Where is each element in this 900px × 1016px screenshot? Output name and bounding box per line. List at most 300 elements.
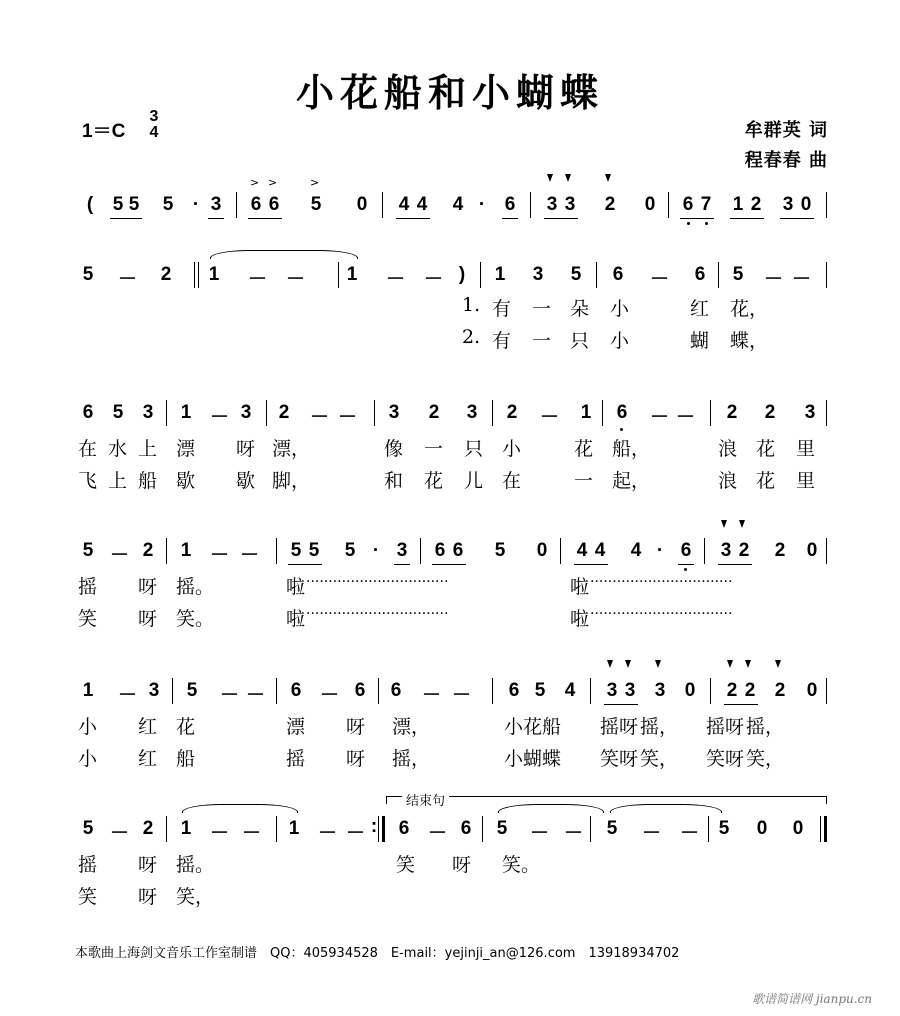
lyric: 蝶， bbox=[730, 330, 769, 352]
note: 5 bbox=[82, 264, 94, 285]
bar-line bbox=[276, 678, 277, 704]
lyric: 红 bbox=[690, 298, 710, 320]
lyric: 水 bbox=[108, 438, 128, 460]
dotted-continuation: ································ bbox=[590, 574, 733, 590]
bar-line bbox=[602, 400, 603, 426]
underline bbox=[288, 564, 322, 565]
note: 5 bbox=[112, 402, 124, 423]
bar-line bbox=[166, 400, 167, 426]
coda-bracket-left bbox=[386, 796, 387, 804]
note: 2 bbox=[726, 402, 738, 423]
note: ) bbox=[458, 264, 466, 285]
note: 6 bbox=[354, 680, 366, 701]
note: 3 bbox=[804, 402, 816, 423]
note: ( bbox=[86, 194, 94, 215]
note: 5 bbox=[310, 194, 322, 215]
note: 6 bbox=[82, 402, 94, 423]
note: 1 bbox=[580, 402, 592, 423]
dotted-continuation: ································ bbox=[306, 606, 449, 622]
coda-label: 结束句 bbox=[402, 790, 449, 809]
bar-line bbox=[596, 262, 597, 288]
note: 3 bbox=[532, 264, 544, 285]
lyric: 起， bbox=[612, 470, 651, 492]
note: 3 bbox=[210, 194, 222, 215]
lyric: 歇 bbox=[176, 470, 196, 492]
lyric: 笑， bbox=[640, 748, 679, 770]
note: 6 bbox=[460, 818, 472, 839]
lyric: 笑 bbox=[78, 608, 98, 630]
note: 3 bbox=[466, 402, 478, 423]
bar-line bbox=[198, 262, 199, 288]
note: 5 bbox=[732, 264, 744, 285]
score-row-4 bbox=[70, 532, 840, 572]
note: 6 bbox=[452, 540, 464, 561]
note: 2 bbox=[278, 402, 290, 423]
note: 0 bbox=[806, 540, 818, 561]
note: － bbox=[240, 545, 260, 566]
note: 3 bbox=[782, 194, 794, 215]
note: 1 bbox=[346, 264, 358, 285]
note: 3 bbox=[388, 402, 400, 423]
lyric: 摇。 bbox=[176, 576, 215, 598]
bar-line bbox=[826, 262, 827, 288]
bar-line bbox=[826, 678, 827, 704]
note: 5 bbox=[534, 680, 546, 701]
note: － bbox=[320, 685, 340, 706]
lyric: 蝴 bbox=[690, 330, 710, 352]
lyric: 小 bbox=[610, 298, 630, 320]
note: 5 bbox=[290, 540, 302, 561]
lyric: 啦 bbox=[570, 608, 590, 630]
lyric: 浪 bbox=[718, 470, 738, 492]
note: 0 bbox=[792, 818, 804, 839]
lyric: 呀 bbox=[346, 716, 366, 738]
note: 6 bbox=[612, 264, 624, 285]
underline bbox=[730, 218, 764, 219]
lyric: 摇， bbox=[746, 716, 785, 738]
lyric: 小 bbox=[502, 438, 522, 460]
note: 3 bbox=[142, 402, 154, 423]
lyric: 一 bbox=[532, 330, 552, 352]
note: － bbox=[110, 823, 130, 844]
bar-line bbox=[710, 678, 711, 704]
underline bbox=[680, 218, 714, 219]
bar-line bbox=[338, 262, 339, 288]
lyric: 呀 bbox=[138, 886, 158, 908]
lyric: 笑呀 bbox=[600, 748, 639, 770]
underline bbox=[248, 218, 282, 219]
note: － bbox=[118, 685, 138, 706]
note: 2 bbox=[506, 402, 518, 423]
note: 0 bbox=[800, 194, 812, 215]
lyric: 一 bbox=[532, 298, 552, 320]
bar-line bbox=[166, 538, 167, 564]
note: 7 bbox=[700, 194, 712, 215]
lyric: 一 bbox=[424, 438, 444, 460]
bar-line bbox=[590, 678, 591, 704]
note: 2 bbox=[160, 264, 172, 285]
note: － bbox=[248, 269, 268, 290]
lyric: 儿 bbox=[464, 470, 484, 492]
underline bbox=[604, 704, 638, 705]
note: 5 bbox=[494, 540, 506, 561]
note: － bbox=[210, 545, 230, 566]
bar-line bbox=[492, 678, 493, 704]
bar-line bbox=[590, 816, 591, 842]
note: 4 bbox=[576, 540, 588, 561]
note: － bbox=[564, 823, 584, 844]
lyric: 呀 bbox=[138, 608, 158, 630]
lyric: 花 bbox=[756, 438, 776, 460]
bar-line bbox=[826, 538, 827, 564]
lyric: 歇 bbox=[236, 470, 256, 492]
bar-line bbox=[236, 192, 237, 218]
bar-line bbox=[668, 192, 669, 218]
time-signature bbox=[146, 109, 162, 141]
note: 0 bbox=[756, 818, 768, 839]
lyric: 和 bbox=[384, 470, 404, 492]
note: 6 bbox=[504, 194, 516, 215]
underline bbox=[678, 564, 694, 565]
note: － bbox=[530, 823, 550, 844]
note: 3 bbox=[606, 680, 618, 701]
note: － bbox=[220, 685, 240, 706]
note: － bbox=[338, 407, 358, 428]
lyric: 红 bbox=[138, 748, 158, 770]
underline bbox=[574, 564, 608, 565]
lyric: 上 bbox=[138, 438, 158, 460]
note: 6 bbox=[250, 194, 262, 215]
note: － bbox=[650, 269, 670, 290]
lyric: 小蝴蝶 bbox=[504, 748, 562, 770]
note: － bbox=[764, 269, 784, 290]
note: － bbox=[210, 823, 230, 844]
bar-line bbox=[710, 400, 711, 426]
bar-line bbox=[708, 816, 709, 842]
lyric: 呀 bbox=[138, 576, 158, 598]
note: 3 bbox=[720, 540, 732, 561]
tie-slur bbox=[498, 804, 604, 813]
lyric: 船 bbox=[138, 470, 158, 492]
note: 1 bbox=[180, 818, 192, 839]
note: 4 bbox=[416, 194, 428, 215]
note: － bbox=[422, 685, 442, 706]
watermark: 歌谱简谱网 jianpu.cn bbox=[752, 992, 872, 1006]
lyric: 花 bbox=[574, 438, 594, 460]
note: 1 bbox=[180, 402, 192, 423]
note: 2 bbox=[764, 402, 776, 423]
note: 0 bbox=[806, 680, 818, 701]
note: · bbox=[192, 194, 200, 215]
note: 5 bbox=[496, 818, 508, 839]
lyric: 啦 bbox=[570, 576, 590, 598]
lyric: 只 bbox=[570, 330, 590, 352]
note: － bbox=[676, 407, 696, 428]
bar-line bbox=[378, 678, 379, 704]
lyric: 有 bbox=[492, 330, 512, 352]
low-octave-dot bbox=[705, 222, 708, 225]
lyric: 呀 bbox=[452, 854, 472, 876]
underline bbox=[544, 218, 578, 219]
bar-line bbox=[266, 400, 267, 426]
bar-line bbox=[166, 816, 167, 842]
bar-line bbox=[172, 678, 173, 704]
staccato-mark bbox=[625, 660, 631, 668]
lyric: 小 bbox=[78, 716, 98, 738]
note: － bbox=[386, 269, 406, 290]
note: 3 bbox=[654, 680, 666, 701]
lyric: 只 bbox=[464, 438, 484, 460]
bar-line bbox=[374, 400, 375, 426]
repeat-dots: : bbox=[370, 816, 378, 837]
tie-slur bbox=[182, 804, 298, 813]
note: 1 bbox=[208, 264, 220, 285]
key-signature: 1＝C bbox=[82, 121, 126, 142]
note: 5 bbox=[570, 264, 582, 285]
note: 6 bbox=[682, 194, 694, 215]
bar-line bbox=[530, 192, 531, 218]
lyric: 笑， bbox=[746, 748, 785, 770]
note: 2 bbox=[738, 540, 750, 561]
note: · bbox=[656, 540, 664, 561]
lyric: 2. bbox=[462, 326, 481, 348]
note: 3 bbox=[546, 194, 558, 215]
underline bbox=[718, 564, 752, 565]
lyric: 朵 bbox=[570, 298, 590, 320]
note: 5 bbox=[128, 194, 140, 215]
underline bbox=[724, 704, 758, 705]
note: 5 bbox=[718, 818, 730, 839]
bar-line bbox=[492, 400, 493, 426]
time-sig-bottom: 4 bbox=[149, 124, 159, 141]
song-title: 小花船和小蝴蝶 bbox=[295, 70, 604, 115]
note: 0 bbox=[684, 680, 696, 701]
lyric: 里 bbox=[796, 470, 816, 492]
bar-line bbox=[480, 262, 481, 288]
coda-bracket bbox=[386, 796, 826, 807]
score-row-6 bbox=[70, 810, 840, 850]
note: 3 bbox=[240, 402, 252, 423]
lyric: 小 bbox=[78, 748, 98, 770]
note: － bbox=[118, 269, 138, 290]
footer-credit: 本歌曲上海剑文音乐工作室制谱 QQ：405934528 E-mail：yejinji_an@126.com 13918934702 bbox=[75, 946, 680, 961]
lyric: 摇呀 bbox=[706, 716, 745, 738]
lyric: 摇， bbox=[392, 748, 431, 770]
note: － bbox=[246, 685, 266, 706]
lyric: 飞 bbox=[78, 470, 98, 492]
note: 2 bbox=[774, 540, 786, 561]
repeat-bar-line bbox=[382, 816, 385, 842]
bar-line bbox=[560, 538, 561, 564]
lyric: 船， bbox=[612, 438, 651, 460]
note: － bbox=[792, 269, 812, 290]
lyricist-credit: 牟群英 词 bbox=[744, 120, 828, 141]
coda-bracket-right bbox=[826, 796, 827, 804]
note: 0 bbox=[536, 540, 548, 561]
note: 4 bbox=[452, 194, 464, 215]
note: 2 bbox=[750, 194, 762, 215]
staccato-mark bbox=[605, 174, 611, 182]
staccato-mark bbox=[739, 520, 745, 528]
tie-slur bbox=[610, 804, 722, 813]
staccato-mark bbox=[547, 174, 553, 182]
note: － bbox=[110, 545, 130, 566]
lyric: 一 bbox=[574, 470, 594, 492]
bar-line bbox=[194, 262, 195, 288]
note: 2 bbox=[142, 818, 154, 839]
note: － bbox=[286, 269, 306, 290]
lyric: 摇。 bbox=[176, 854, 215, 876]
lyric: 花 bbox=[176, 716, 196, 738]
note: 3 bbox=[564, 194, 576, 215]
note: － bbox=[452, 685, 472, 706]
bar-line bbox=[704, 538, 705, 564]
lyric: 摇 bbox=[78, 854, 98, 876]
lyric: 呀 bbox=[236, 438, 256, 460]
note: 3 bbox=[396, 540, 408, 561]
note: － bbox=[318, 823, 338, 844]
composer-credit: 程春春 曲 bbox=[744, 150, 828, 171]
lyric: 花 bbox=[756, 470, 776, 492]
lyric: 漂 bbox=[286, 716, 306, 738]
lyric: 摇 bbox=[286, 748, 306, 770]
score-row-1 bbox=[70, 176, 840, 226]
note: 4 bbox=[398, 194, 410, 215]
bar-line bbox=[420, 538, 421, 564]
underline bbox=[208, 218, 224, 219]
bar-line bbox=[718, 262, 719, 288]
note: 1 bbox=[494, 264, 506, 285]
lyric: 花， bbox=[730, 298, 769, 320]
lyric: 在 bbox=[502, 470, 522, 492]
staccato-mark bbox=[565, 174, 571, 182]
underline bbox=[502, 218, 518, 219]
note: 1 bbox=[180, 540, 192, 561]
dotted-continuation: ································ bbox=[590, 606, 733, 622]
note: 2 bbox=[428, 402, 440, 423]
lyric: 像 bbox=[384, 438, 404, 460]
staccato-mark bbox=[775, 660, 781, 668]
lyric: 里 bbox=[796, 438, 816, 460]
lyric: 漂 bbox=[176, 438, 196, 460]
underline bbox=[432, 564, 466, 565]
bar-line bbox=[382, 192, 383, 218]
note: 1 bbox=[732, 194, 744, 215]
score-row-5 bbox=[70, 672, 840, 712]
lyric: 笑 bbox=[78, 886, 98, 908]
lyric: 漂， bbox=[392, 716, 431, 738]
low-octave-dot bbox=[684, 568, 687, 571]
note: － bbox=[424, 269, 444, 290]
note: － bbox=[540, 407, 560, 428]
low-octave-dot bbox=[687, 222, 690, 225]
note: 6 bbox=[268, 194, 280, 215]
note: 2 bbox=[726, 680, 738, 701]
time-sig-top: 3 bbox=[149, 108, 159, 125]
lyric: 上 bbox=[108, 470, 128, 492]
score-row-3 bbox=[70, 394, 840, 434]
staccato-mark bbox=[721, 520, 727, 528]
note: － bbox=[210, 407, 230, 428]
accent-mark: > bbox=[250, 176, 260, 189]
lyric: 在 bbox=[78, 438, 98, 460]
note: 6 bbox=[694, 264, 706, 285]
staccato-mark bbox=[607, 660, 613, 668]
lyric: 船 bbox=[176, 748, 196, 770]
bar-line bbox=[378, 816, 379, 842]
bar-line bbox=[276, 816, 277, 842]
lyric: 笑。 bbox=[502, 854, 541, 876]
lyric: 笑， bbox=[176, 886, 215, 908]
note: 5 bbox=[162, 194, 174, 215]
staccato-mark bbox=[655, 660, 661, 668]
underline bbox=[394, 564, 410, 565]
accent-mark: > bbox=[268, 176, 278, 189]
note: 4 bbox=[630, 540, 642, 561]
note: 5 bbox=[344, 540, 356, 561]
note: 1 bbox=[82, 680, 94, 701]
lyric: 摇 bbox=[78, 576, 98, 598]
lyric: 脚， bbox=[272, 470, 311, 492]
lyric: 摇呀 bbox=[600, 716, 639, 738]
note: 6 bbox=[616, 402, 628, 423]
note: 2 bbox=[774, 680, 786, 701]
lyric: 啦 bbox=[286, 608, 306, 630]
note: 5 bbox=[606, 818, 618, 839]
note: － bbox=[650, 407, 670, 428]
note: 2 bbox=[744, 680, 756, 701]
accent-mark: > bbox=[310, 176, 320, 189]
bar-line bbox=[826, 192, 827, 218]
underline bbox=[396, 218, 430, 219]
lyric: 花 bbox=[424, 470, 444, 492]
lyric: 红 bbox=[138, 716, 158, 738]
note: － bbox=[680, 823, 700, 844]
note: － bbox=[310, 407, 330, 428]
note: 3 bbox=[624, 680, 636, 701]
note: 4 bbox=[594, 540, 606, 561]
note: · bbox=[478, 194, 486, 215]
lyric: 1. bbox=[462, 294, 481, 316]
lyric: 小 bbox=[610, 330, 630, 352]
score-row-2 bbox=[70, 256, 840, 296]
underline bbox=[780, 218, 814, 219]
bar-line bbox=[482, 816, 483, 842]
lyric: 摇， bbox=[640, 716, 679, 738]
staccato-mark bbox=[745, 660, 751, 668]
note: 6 bbox=[508, 680, 520, 701]
note: 1 bbox=[288, 818, 300, 839]
bar-line bbox=[276, 538, 277, 564]
note: 5 bbox=[112, 194, 124, 215]
lyric: 笑 bbox=[396, 854, 416, 876]
note: 5 bbox=[186, 680, 198, 701]
lyric: 笑呀 bbox=[706, 748, 745, 770]
note: · bbox=[372, 540, 380, 561]
underline bbox=[110, 218, 142, 219]
note: － bbox=[428, 823, 448, 844]
final-bar-line bbox=[824, 816, 827, 842]
note: 6 bbox=[398, 818, 410, 839]
tie-slur bbox=[210, 250, 358, 259]
lyric: 漂， bbox=[272, 438, 311, 460]
lyric: 笑。 bbox=[176, 608, 215, 630]
note: 0 bbox=[644, 194, 656, 215]
note: 4 bbox=[564, 680, 576, 701]
dotted-continuation: ································ bbox=[306, 574, 449, 590]
note: － bbox=[242, 823, 262, 844]
note: 5 bbox=[82, 818, 94, 839]
